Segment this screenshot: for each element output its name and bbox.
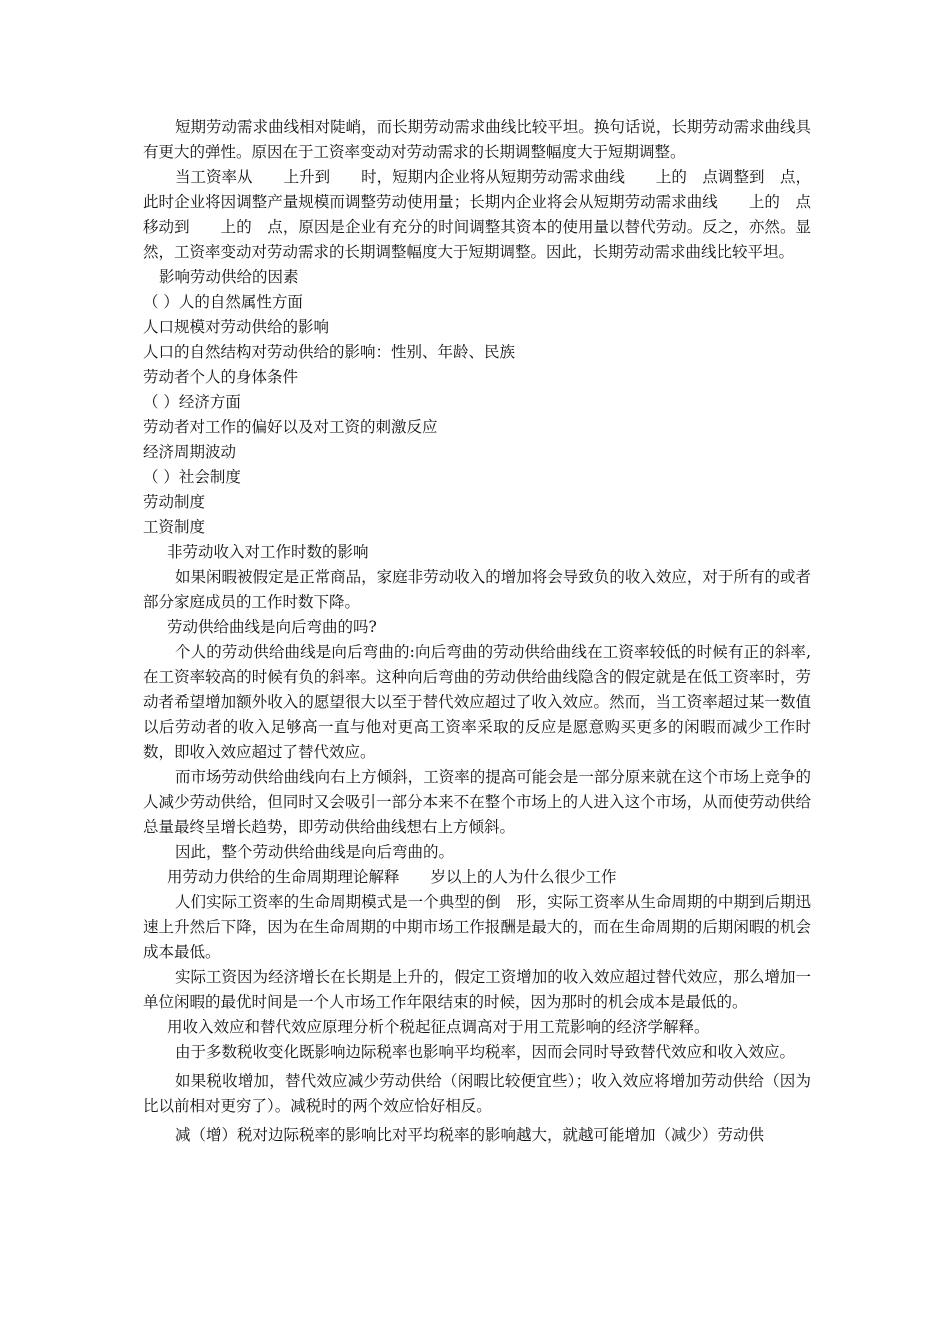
list-item: 劳动制度: [143, 493, 206, 511]
document-body: [143, 115, 811, 1148]
paragraph-real-wage-growth: 实际工资因为经济增长在长期是上升的，假定工资增加的收入效应超过替代效应，那么增加一单位闲暇的最优时间是一个人市场工作年限结束的时候，因为那时的机会成本是最低的。: [143, 968, 811, 1011]
paragraph-tax-effects: 由于多数税收变化既影响边际税率也影响平均税率，因而会同时导致替代效应和收入效应。: [175, 1043, 796, 1061]
list-item: 工资制度: [143, 518, 206, 536]
heading-nonlabor-income: 非劳动收入对工作时数的影响: [167, 543, 369, 561]
paragraph-wage-adjustment: 当工资率从 上升到 时，短期内企业将从短期劳动需求曲线 上的 点调整到 点，此时企业将因调整产量规模而调整劳动使用量；长期内企业将会从短期劳动需求曲线 上的 点移动到 上的 点，原因是企业有充分的时间调整其资本的使用量以替代劳动。反之，亦然。显然，工资率变动对劳动需求的长期调整幅度大于短期调整。因此，长期劳动需求曲线比较平坦。: [143, 168, 811, 261]
paragraph-short-long-demand: 短期劳动需求曲线相对陡峭，而长期劳动需求曲线比较平坦。换句话说，长期劳动需求曲线具有更大的弹性。原因在于工资率变动对劳动需求的长期调整幅度大于短期调整。: [143, 118, 811, 161]
list-item: 人口的自然结构对劳动供给的影响：性别、年龄、民族: [143, 343, 516, 361]
paragraph-tax-marginal-average: 减（增）税对边际税率的影响比对平均税率的影响越大，就越可能增加（减少）劳动供: [175, 1126, 765, 1144]
paragraph-individual-supply-curve: 个人的劳动供给曲线是向后弯曲的:向后弯曲的劳动供给曲线在工资率较低的时候有正的斜率,在工资率较高的时候有负的斜率。这种向后弯曲的劳动供给曲线隐含的假定就是在低工资率时，劳动者希望增加额外收入的愿望很大以至于替代效应超过了收入效应。然而，当工资率超过某一数值以后劳动者的收入足够高一直与他对更高工资率采取的反应是愿意购买更多的闲暇而减少工作时数，即收入效应超过了替代效应。: [143, 643, 811, 761]
list-item: 劳动者对工作的偏好以及对工资的刺激反应: [143, 418, 438, 436]
list-item: （ ）人的自然属性方面: [143, 293, 303, 311]
paragraph-tax-increase: 如果税收增加，替代效应减少劳动供给（闲暇比较便宜些）；收入效应将增加劳动供给（因为比以前相对更穷了）。减税时的两个效应恰好相反。: [143, 1072, 811, 1115]
heading-tax-threshold: 用收入效应和替代效应原理分析个税起征点调高对于用工荒影响的经济学解释。: [167, 1018, 710, 1036]
heading-life-cycle: 用劳动力供给的生命周期理论解释 岁以上的人为什么很少工作: [167, 868, 617, 886]
list-item: （ ）经济方面: [143, 393, 241, 411]
heading-backward-bending: 劳动供给曲线是向后弯曲的吗?: [167, 618, 377, 636]
paragraph-market-supply-curve: 而市场劳动供给曲线向右上方倾斜，工资率的提高可能会是一部分原来就在这个市场上竞争的人减少劳动供给，但同时又会吸引一部分本来不在整个市场上的人进入这个市场，从而使劳动供给总量最终呈增长趋势，即劳动供给曲线想右上方倾斜。: [143, 768, 811, 836]
list-item: 人口规模对劳动供给的影响: [143, 318, 330, 336]
list-item: 经济周期波动: [143, 443, 237, 461]
list-item: （ ）社会制度: [143, 468, 241, 486]
heading-labor-supply-factors: 影响劳动供给的因素: [159, 268, 299, 286]
list-item: 劳动者个人的身体条件: [143, 368, 299, 386]
paragraph-leisure-normal-good: 如果闲暇被假定是正常商品，家庭非劳动收入的增加将会导致负的收入效应，对于所有的或者部分家庭成员的工作时数下降。: [143, 568, 811, 611]
paragraph-conclusion: 因此，整个劳动供给曲线是向后弯曲的。: [175, 843, 455, 861]
paragraph-wage-life-cycle: 人们实际工资率的生命周期模式是一个典型的倒 形，实际工资率从生命周期的中期到后期迅速上升然后下降，因为在生命周期的中期市场工作报酬是最大的，而在生命周期的后期闲暇的机会成本最低。: [143, 893, 811, 961]
